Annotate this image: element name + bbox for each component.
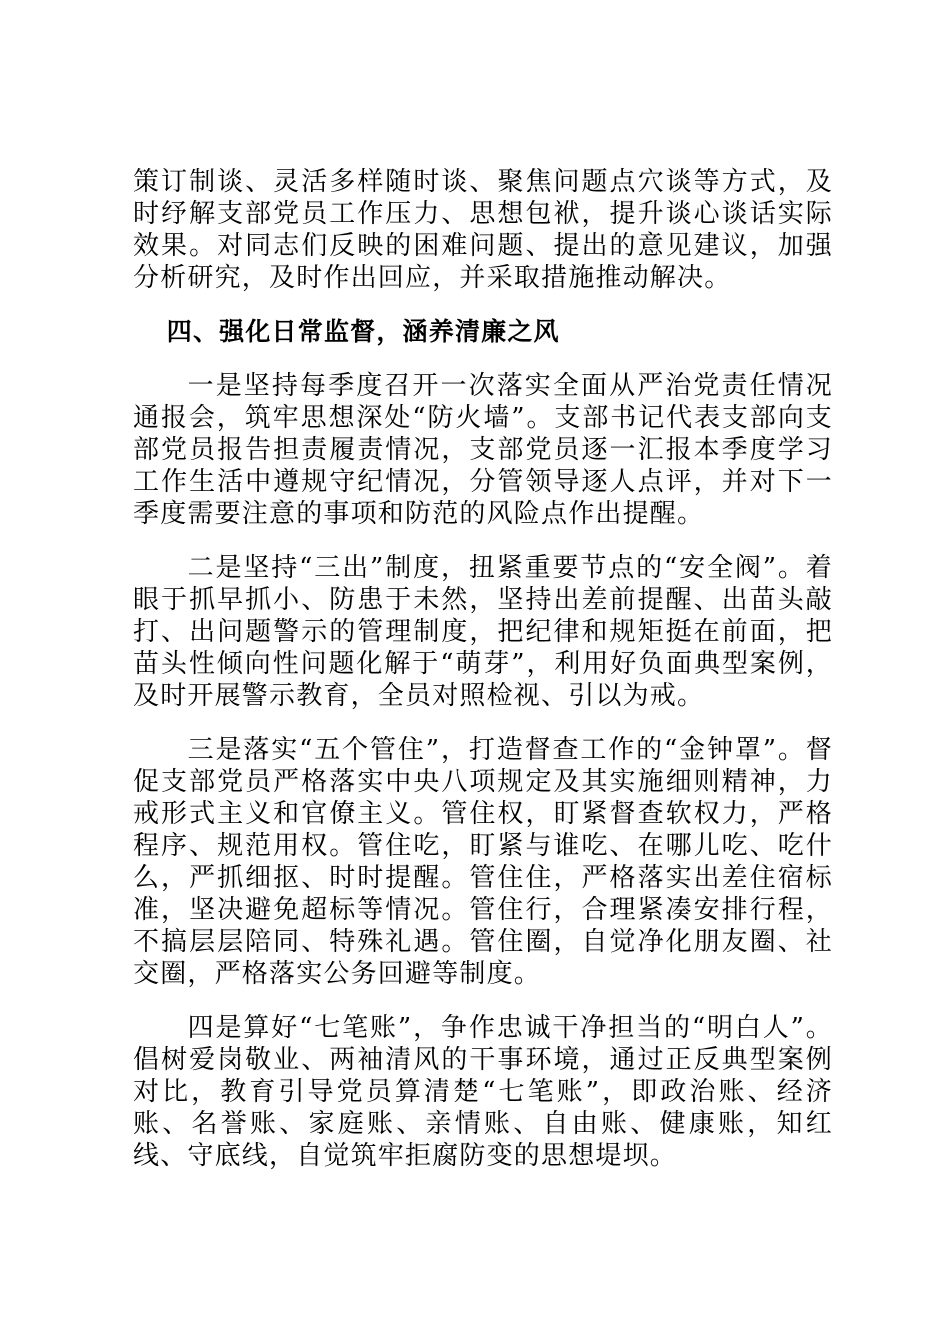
body-paragraph-point-3: 三是落实“五个管住”，打造督查工作的“金钟罩”。督促支部党员严格落实中央八项规定及其实施细则精神，力戒形式主义和官僚主义。管住权，盯紧督查软权力，严格程序、规范用权。管住吃，盯紧与谁吃、在哪儿吃、吃什么，严抓细抠、时时提醒。管住住，严格落实出差住宿标准，坚决避免超标等情况。管住行，合理紧凑安排行程，不搞层层陪同、特殊礼遇。管住圈，自觉净化朋友圈、社交圈，严格落实公务回避等制度。 [133,735,833,989]
body-paragraph-point-1: 一是坚持每季度召开一次落实全面从严治党责任情况通报会，筑牢思想深处“防火墙”。支部书记代表支部向支部党员报告担责履责情况，支部党员逐一汇报本季度学习工作生活中遵规守纪情况，分管领导逐人点评，并对下一季度需要注意的事项和防范的风险点作出提醒。 [133,371,833,529]
document-body [133,166,833,1194]
section-heading: 四、强化日常监督，涵养清廉之风 [166,317,560,346]
body-paragraph-continued: 策订制谈、灵活多样随时谈、聚焦问题点穴谈等方式，及时纾解支部党员工作压力、思想包袱，提升谈心谈话实际效果。对同志们反映的困难问题、提出的意见建议，加强分析研究，及时作出回应，并采取措施推动解决。 [133,167,833,293]
body-paragraph-point-2: 二是坚持“三出”制度，扭紧重要节点的“安全阀”。着眼于抓早抓小、防患于未然，坚持出差前提醒、出苗头敲打、出问题警示的管理制度，把纪律和规矩挺在前面，把苗头性倾向性问题化解于“萌芽”，利用好负面典型案例，及时开展警示教育，全员对照检视、引以为戒。 [133,553,833,711]
body-paragraph-point-4: 四是算好“七笔账”，争作忠诚干净担当的“明白人”。倡树爱岗敬业、两袖清风的干事环境，通过正反典型案例对比，教育引导党员算清楚“七笔账”，即政治账、经济账、名誉账、家庭账、亲情账、自由账、健康账，知红线、守底线，自觉筑牢拒腐防变的思想堤坝。 [133,1013,833,1171]
